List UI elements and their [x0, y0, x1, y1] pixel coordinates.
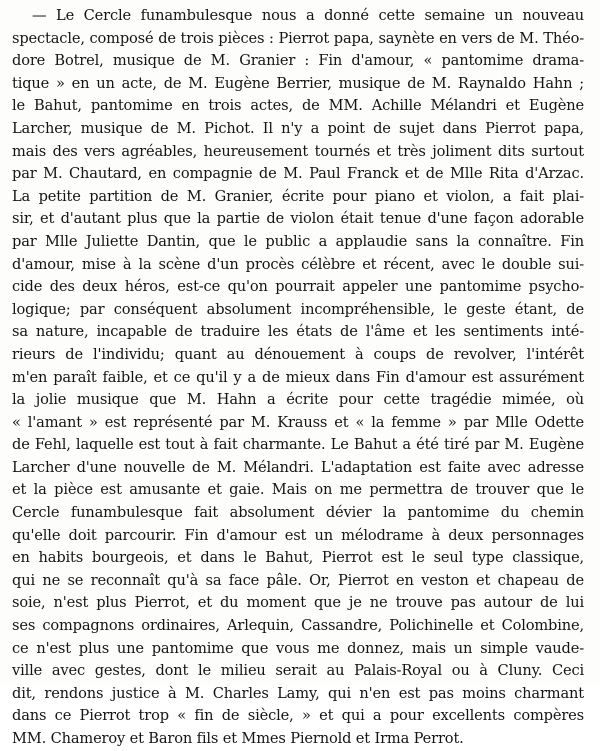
text-line: dans ce Pierrot trop « fin de siècle, » et qui a pour excellents compères [12, 707, 584, 725]
text-line: qui ne se reconnaît qu'à sa face pâle. Or, Pierrot en veston et chapeau de [12, 571, 584, 589]
text-line: tique » en un acte, de M. Eugène Berrier, musique de M. Raynaldo Hahn ; [12, 74, 584, 92]
text-line: Larcher, musique de M. Pichot. Il n'y a point de sujet dans Pierrot papa, [12, 119, 584, 137]
text-line: dore Botrel, musique de M. Granier : Fin d'amour, « pantomime drama- [12, 52, 584, 70]
text-line: le Bahut, pantomime en trois actes, de MM. Achille Mélandri et Eugène [12, 97, 584, 115]
text-line: dit, rendons justice à M. Charles Lamy, qui n'en est pas moins charmant [12, 684, 584, 702]
text-line: m'en paraît faible, et ce qu'il y a de mieux dans Fin d'amour est assurément [12, 368, 584, 386]
text-line: soie, n'est plus Pierrot, et du moment que je ne trouve pas autour de lui [12, 594, 584, 612]
text-line: — Le Cercle funambulesque nous a donné cette semaine un nouveau [32, 7, 584, 24]
text-line: sa nature, incapable de traduire les états de l'âme et les sentiments inté- [12, 323, 584, 341]
text-line: d'amour, mise à la scène d'un procès célèbre et récent, avec le double sui- [12, 255, 584, 273]
text-line: spectacle, composé de trois pièces : Pierrot papa, saynète en vers de M. Théo- [12, 29, 584, 47]
text-line: en habits bourgeois, et dans le Bahut, Pierrot est le seul type classique, [12, 549, 584, 567]
text-line: de Fehl, laquelle est tout à fait charmante. Le Bahut a été tiré par M. Eugène [12, 436, 584, 454]
text-line: Cercle funambulesque fait absolument dévier la pantomime du chemin [12, 504, 584, 522]
text-line: et la pièce est amusante et gaie. Mais on me permettra de trouver que le [12, 481, 584, 499]
text-line: MM. Chameroy et Baron fils et Mmes Piernold et Irma Perrot. [12, 730, 464, 747]
text-line: ses compagnons ordinaires, Arlequin, Cassandre, Polichinelle et Colombine, [12, 617, 584, 635]
article-paragraph [12, 5, 584, 751]
text-line: Larcher d'une nouvelle de M. Mélandri. L'adaptation est faite avec adresse [12, 458, 584, 476]
text-line: La petite partition de M. Granier, écrite pour piano et violon, a fait plai- [12, 187, 584, 205]
text-line: la jolie musique que M. Hahn a écrite pour cette tragédie mimée, où [12, 391, 584, 409]
text-line: sir, et d'autant plus que la partie de violon était tenue d'une façon adorable [12, 210, 584, 228]
text-line: par M. Chautard, en compagnie de M. Paul Franck et de Mlle Rita d'Arzac. [12, 165, 584, 183]
text-line: logique; par conséquent absolument incompréhensible, le geste étant, de [12, 300, 584, 318]
text-line: cide des deux héros, est-ce qu'on pourrait appeler une pantomime psycho- [12, 278, 584, 296]
text-line: mais des vers agréables, heureusement tournés et très joliment dits surtout [12, 142, 584, 160]
text-line: « l'amant » est représenté par M. Krauss et « la femme » par Mlle Odette [12, 413, 584, 431]
text-line: par Mlle Juliette Dantin, que le public a applaudie sans la connaître. Fin [12, 232, 584, 250]
text-line: qu'elle doit parcourir. Fin d'amour est un mélodrame à deux personnages [12, 526, 584, 544]
text-line: ce n'est plus une pantomime que vous me donnez, mais un simple vaude- [12, 639, 584, 657]
text-line: ville avec gestes, dont le milieu serait au Palais-Royal ou à Cluny. Ceci [12, 662, 584, 680]
text-line: rieurs de l'individu; quant au dénouement à coups de revolver, l'intérêt [12, 345, 584, 363]
